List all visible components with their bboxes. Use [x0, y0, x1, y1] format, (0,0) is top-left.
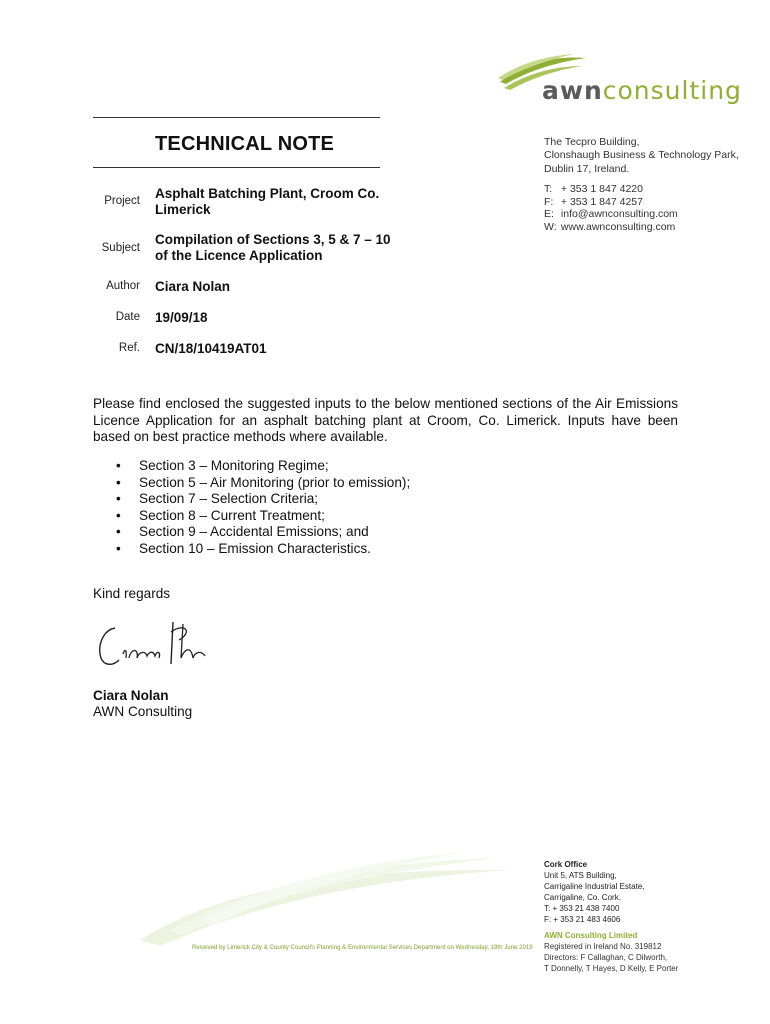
address-block	[544, 136, 739, 176]
date-label: Date	[115, 311, 140, 323]
subject-label: Subject	[101, 242, 140, 254]
web-link[interactable]: www.awnconsulting.com	[560, 220, 676, 233]
list-item-text: Section 3 – Monitoring Regime;	[139, 458, 329, 473]
company-name: AWN Consulting Limited	[544, 931, 638, 940]
project-value: Asphalt Batching Plant, Croom Co. Limerick	[155, 186, 380, 217]
bullet-icon: •	[116, 540, 121, 556]
signer-company: AWN Consulting	[93, 704, 193, 719]
fax-label: F:	[544, 195, 554, 208]
footer-swoosh-icon	[140, 850, 520, 950]
author-label: Author	[106, 280, 140, 292]
signer-name: Ciara Nolan	[93, 688, 169, 703]
tel-value: + 353 1 847 4220	[560, 183, 643, 195]
cork-fax: F: + 353 21 483 4606	[544, 915, 621, 924]
company-directors: Directors: F Callaghan, C Dilworth,	[544, 953, 668, 962]
tel-label: T:	[544, 183, 553, 195]
list-item-text: Section 9 – Accidental Emissions; and	[139, 524, 369, 539]
cork-address-line: Carrigaline Industrial Estate,	[544, 882, 645, 891]
document-title: TECHNICAL NOTE	[155, 133, 335, 155]
bullet-icon: •	[116, 474, 121, 490]
company-registration: Registered in Ireland No. 319812	[544, 942, 662, 951]
list-item-text: Section 7 – Selection Criteria;	[139, 491, 319, 506]
footer-swoosh	[140, 850, 520, 955]
intro-paragraph: Please find enclosed the suggested inputs to the below mentioned sections of the Air Emissions Licence Application for an asphalt batching plant at Croom, Co. Limerick. Inputs have been based on best practice methods where available.	[93, 396, 678, 444]
cork-address-line: Carrigaline, Co. Cork.	[544, 893, 621, 902]
company-directors: T Donnelly, T Hayes, D Kelly, E Porter	[544, 964, 679, 973]
cork-office-heading: Cork Office	[544, 860, 588, 869]
date-value: 19/09/18	[155, 310, 208, 325]
handwritten-signature	[95, 618, 215, 681]
section-list	[116, 458, 410, 557]
cork-address-line: Unit 5, ATS Building,	[544, 871, 617, 880]
title-rule-top	[93, 117, 380, 118]
address-line: The Tecpro Building,	[544, 136, 640, 148]
cork-office-block	[544, 859, 645, 925]
bullet-icon: •	[116, 491, 121, 506]
received-stamp: Received by Limerick City & County Council's Planning & Environmental Services Department on Wednesday, 19th June 2019	[192, 944, 533, 951]
company-logo	[498, 52, 742, 112]
email-label: E:	[544, 208, 554, 221]
web-label: W:	[544, 220, 557, 233]
contact-block	[544, 183, 678, 233]
list-item	[116, 508, 410, 525]
ref-label: Ref.	[118, 342, 140, 354]
list-item-text: Section 10 – Emission Characteristics.	[139, 540, 371, 556]
logo-wordmark	[542, 76, 742, 106]
list-item	[116, 475, 410, 492]
list-item-text: Section 5 – Air Monitoring (prior to emission);	[139, 474, 411, 490]
cork-tel: T: + 353 21 438 7400	[544, 904, 620, 913]
address-line: Dublin 17, Ireland.	[544, 162, 630, 175]
company-info	[544, 930, 678, 974]
list-item-text: Section 8 – Current Treatment;	[139, 507, 325, 523]
address-line: Clonshaugh Business & Technology Park,	[544, 149, 739, 162]
ref-value: CN/18/10419AT01	[155, 341, 267, 356]
list-item	[116, 491, 410, 508]
project-label: Project	[104, 195, 140, 207]
logo-brand-primary: awn	[542, 76, 603, 105]
title-rule-bottom	[93, 167, 380, 168]
bullet-icon: •	[116, 507, 121, 523]
closing-text: Kind regards	[93, 586, 171, 601]
signature-icon	[95, 618, 215, 676]
bullet-icon: •	[116, 524, 121, 539]
subject-value: Compilation of Sections 3, 5 & 7 – 10 of the Licence Application	[155, 232, 391, 263]
author-value: Ciara Nolan	[155, 279, 231, 294]
list-item	[116, 541, 410, 558]
fax-value: + 353 1 847 4257	[560, 195, 643, 208]
list-item	[116, 458, 410, 475]
bullet-icon: •	[116, 458, 121, 473]
email-link[interactable]: info@awnconsulting.com	[560, 208, 678, 221]
list-item	[116, 524, 410, 541]
logo-brand-secondary: consulting	[602, 76, 742, 105]
